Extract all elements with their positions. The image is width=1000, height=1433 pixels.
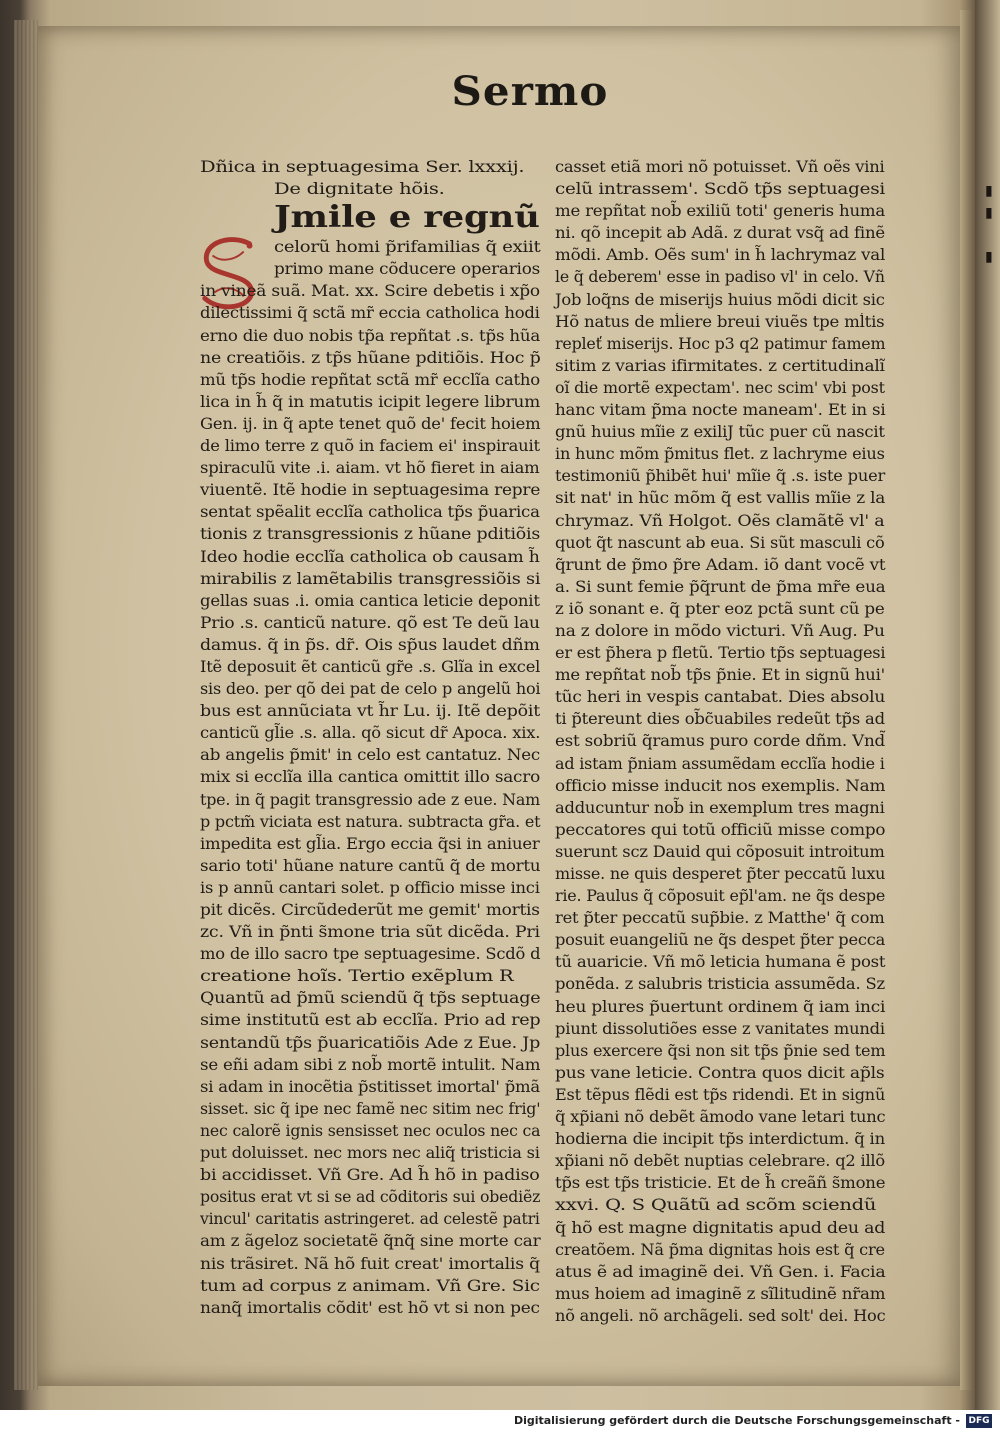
adjacent-page-marks: ▮ ▮ ▮: [985, 183, 993, 265]
left-column: [200, 156, 540, 1319]
text-line: celorũ homi p̃rifamilias q̃ exiit: [274, 238, 541, 257]
section-subheader: De dignitate hõis.: [274, 180, 445, 199]
text-line: officio misse inducit nos exemplis. Nam: [555, 776, 886, 795]
text-line: oĩ die mortẽ expectam'. nec scim' vbi post: [555, 378, 885, 397]
left-text-lines: [200, 236, 540, 1319]
page-stack-left: [14, 20, 38, 1390]
text-line: sitim z varias ifirmitates. z certitudinalĩ: [555, 356, 885, 375]
text-line: mo de illo sacro tpe septuagesime. Scdõ d: [200, 945, 541, 964]
text-line: in hunc mõm p̃mitus flet. z lachryme eius: [555, 445, 885, 464]
text-line: ne creatiõis. z tp̃s hũane pditiõis. Hoc p̃: [200, 348, 541, 367]
text-line: adducuntur nob̃ in exemplum tres magni: [555, 798, 885, 817]
text-line: mirabilis z lamẽtabilis transgressiõis si: [200, 569, 541, 588]
text-line: mus hoiem ad imaginẽ z sĩlitudinẽ nr̃am: [555, 1284, 886, 1303]
text-line: q̃ hõ est magne dignitatis apud deu ad: [555, 1218, 886, 1237]
opening-words: Jmile e regnũ: [274, 200, 540, 236]
text-line: Hõ natus de mĺiere breui viuẽs tpe mĺtis: [555, 312, 885, 331]
text-line: am z ãgeloz societatẽ q̃nq̃ sine morte car: [200, 1232, 541, 1251]
text-line: put doluisset. nec mors nec aliq̃ tristicia si: [200, 1144, 540, 1163]
text-line: sario toti' hũane nature cantũ q̃ de mortu: [200, 856, 541, 875]
text-line: plus exercere q̃si non sit tp̃s p̃nie sed tem: [555, 1041, 886, 1060]
text-line: quot q̃t nascunt ab eua. Si sũt masculi cõ: [555, 533, 885, 552]
text-line: vincul' caritatis astringeret. ad celestẽ patri: [200, 1210, 540, 1229]
text-line: primo mane cõducere operarios: [274, 260, 540, 279]
text-line: p pctm̃ viciata est natura. subtracta gr̃a. et: [200, 812, 541, 831]
text-line: xp̃iani nõ debẽt nuptias celebrare. q2 illõ: [555, 1152, 885, 1171]
text-line: sis deo. per qõ dei pat de celo p angelũ hoi: [200, 680, 541, 699]
text-line: repleť miserijs. Hoc p3 q2 patimur famem: [555, 334, 886, 353]
text-line: nanq̃ imortalis cõdit' est hõ vt si non pec: [200, 1298, 540, 1317]
text-line: sisset. sic q̃ ipe nec famẽ nec sitim nec frig': [200, 1099, 541, 1118]
text-line: Ideo hodie ecclĩa catholica ob causam h̃: [200, 547, 540, 566]
text-line: bus est annũciata vt h̃r Lu. ij. Itẽ depõit: [200, 702, 540, 721]
text-line: atus ẽ ad imaginẽ dei. Vñ Gen. i. Facia: [555, 1262, 886, 1281]
text-line: creatõem. Nã p̃ma dignitas hois est q̃ cre: [555, 1240, 885, 1259]
text-line: gnũ huius mĩie z exiliJ tũc puer cũ nascit: [555, 423, 885, 442]
text-line: tum ad corpus z animam. Vñ Gre. Sic: [200, 1276, 540, 1295]
text-line: Job loq̃ns de miserijs huius mõdi dicit sic: [555, 290, 885, 309]
text-line: Est tẽpus flẽdi est tp̃s ridendi. Et in signũ: [555, 1085, 886, 1104]
page-fold-right: [960, 10, 974, 1390]
text-line: ab angelis p̃mit' in celo est cantatuz. Nec: [200, 746, 541, 765]
text-line: tp̃s est tp̃s tristicie. Et de h̃ creãñ s̃mone: [555, 1174, 886, 1193]
text-line: spiraculũ vite .i. aiam. vt hõ fieret in aiam: [200, 459, 540, 478]
text-line: q̃ xp̃iani nõ debẽt ãmodo vane letari tunc: [555, 1108, 886, 1127]
text-line: mũ tp̃s hodie repñtat sctã mr̃ ecclĩa catho: [200, 370, 540, 389]
text-line: a. Si sunt femie p̃q̃runt de p̃ma mr̃e eua: [555, 577, 886, 596]
text-line: viuentẽ. Itẽ hodie in septuagesima repre: [200, 481, 541, 500]
text-line: de limo terre z quõ in faciem ei' inspirauit: [200, 437, 540, 456]
text-line: tũ auaricie. Vñ mõ leticia humana ẽ post: [555, 953, 886, 972]
text-line: nis trãsiret. Nã hõ fuit creat' imortalis q̃: [200, 1254, 540, 1273]
text-line: pit dicẽs. Circũdederũt me gemit' mortis: [200, 901, 540, 919]
text-line: mõdi. Amb. Oẽs sum' in h̃ lachrymaz val: [555, 246, 886, 265]
text-line: testimoniũ p̃hibẽt hui' mĩie q̃ .s. iste puer: [555, 467, 886, 486]
text-line: sime institutũ est ab ecclĩa. Prio ad rep: [200, 1011, 541, 1030]
text-line: ni. qõ incepit ab Adã. z durat vsq̃ ad finẽ: [555, 224, 885, 243]
section-header: Dñica in septuagesima Ser. lxxxij.: [200, 158, 525, 176]
text-line: pus vane leticie. Contra quos dicit ap̃ls: [555, 1063, 885, 1082]
dfg-logo-icon: DFG: [966, 1414, 992, 1428]
text-line: positus erat vt si se ad cõditoris sui obediẽz: [200, 1188, 541, 1207]
text-line: damus. q̃ in p̃s. dr̃. Ois sp̃us laudet dñm: [200, 635, 540, 654]
text-line: ponẽda. z salubris tristicia assumẽda. Sz: [555, 975, 885, 994]
text-line: si adam in inocẽtia p̃stitisset imortal' p̃mã: [200, 1077, 540, 1096]
running-heading: Sermo: [451, 68, 609, 115]
text-line: sentandũ tp̃s p̃uaricatiõis Ade z Eue. Jp: [200, 1033, 541, 1052]
text-line: sit nat' in hũc mõm q̃ est vallis mĩie z la: [555, 489, 886, 508]
text-line: le q̃ deberem' esse in padiso vl' in celo. Vñ: [555, 268, 885, 287]
text-line: nec calorẽ ignis sensisset nec oculos nec ca: [200, 1121, 541, 1140]
text-line: Gen. ij. in q̃ apte tenet quõ de' fecit hoiem: [200, 414, 541, 433]
text-line: tũc heri in vespis cantabat. Dies absolu: [555, 688, 886, 707]
text-line: piunt dissolutiões esse z vanitates mundi: [555, 1019, 885, 1038]
text-line: lica in h̃ q̃ in matutis icipit legere librum: [200, 392, 541, 411]
text-line: erno die duo nobis tp̃a repñtat .s. tp̃s hũa: [200, 326, 541, 345]
text-line: z iõ sonant e. q̃ pter eoz pctã sunt cũ pe: [555, 599, 885, 618]
text-line: rie. Paulus q̃ cõposuit ep̃l'am. ne q̃s despe: [555, 887, 886, 906]
funding-credit: Digitalisierung gefördert durch die Deutsche Forschungsgemeinschaft -: [513, 1414, 960, 1427]
text-line: tionis z transgressionis z hũane pditiõis: [200, 525, 541, 544]
text-line: zc. Vñ in p̃nti s̃mone tria sũt dicẽda. Pri: [200, 923, 540, 942]
text-line: ad istam p̃niam assumẽdam ecclĩa hodie i: [555, 754, 885, 773]
text-line: misse. ne quis desperet p̃ter peccatũ luxu: [555, 865, 886, 883]
text-line: heu plures p̃uertunt ordinem q̃ iam inci: [555, 997, 886, 1016]
text-line: xxvi. Q. S Quãtũ ad scõm sciendũ: [555, 1196, 877, 1215]
text-line: chrymaz. Vñ Holgot. Oẽs clamãtẽ vl' a: [555, 511, 885, 530]
text-line: me repñtat nob̃ tp̃s p̃nie. Et in signũ hui': [555, 666, 885, 685]
text-line: in vineã suã. Mat. xx. Scire debetis i xp̃o: [200, 282, 540, 301]
text-line: Prio .s. canticũ nature. qõ est Te deũ lau: [200, 613, 540, 632]
text-line: celũ intrassem'. Scdõ tp̃s septuagesi: [555, 180, 885, 199]
text-line: est sobriũ q̃ramus puro corde dñm. Vnd̃: [555, 732, 885, 751]
text-line: Quantũ ad p̃mũ sciendũ q̃ tp̃s septuage: [200, 989, 541, 1008]
text-line: hanc vitam p̃ma nocte maneam'. Et in si: [555, 401, 886, 420]
text-line: ti p̃tereunt dies ob̃c̃uabiles redeũt tp̃s ad: [555, 710, 885, 729]
opening-block: [200, 200, 540, 236]
text-line: casset etiã mori nõ potuisset. Vñ oẽs vini: [555, 158, 885, 176]
text-line: nõ angeli. nõ archãgeli. sed solt' dei. Hoc: [555, 1306, 886, 1325]
text-line: na z dolore in mõdo victuri. Vñ Aug. Pu: [555, 621, 885, 640]
text-line: sentat spẽalit ecclĩa catholica tp̃s p̃uarica: [200, 503, 540, 522]
text-line: bi accidisset. Vñ Gre. Ad h̃ hõ in padiso: [200, 1166, 540, 1185]
text-line: dilectissimi q̃ sctã mr̃ eccia catholica hodi: [200, 304, 540, 323]
text-line: ret p̃ter peccatũ sup̃bie. z Matthe' q̃ com: [555, 909, 885, 928]
text-line: q̃runt de p̃mo p̃re Adam. iõ dant vocẽ vt: [555, 555, 886, 574]
text-line: mix si ecclĩa illa cantica omittit illo sacro: [200, 768, 541, 787]
text-line: tpe. in q̃ pagit transgressio ade z eue. Nam: [200, 790, 541, 809]
text-line: Itẽ deposuit ẽt canticũ gr̃e .s. Glĩa in excel: [200, 657, 541, 676]
text-line: gellas suas .i. omia cantica leticie deponit: [200, 591, 540, 610]
text-line: er est p̃hera p fletũ. Tertio tp̃s septuagesi: [555, 644, 886, 663]
text-line: canticũ gl̃ie .s. alla. qõ sicut dr̃ Apoca. xix.: [200, 724, 541, 743]
text-line: is p annũ cantari solet. p officio misse inci: [200, 878, 540, 897]
right-column: [555, 156, 885, 1327]
text-line: peccatores qui totũ officiũ misse compo: [555, 820, 886, 839]
text-line: impedita est gl̃ia. Ergo eccia q̃si in aniuer: [200, 834, 540, 853]
text-line: me repñtat nob̃ exiliũ toti' generis huma: [555, 202, 886, 221]
text-line: posuit euangeliũ ne q̃s despet p̃ter pecca: [555, 931, 886, 950]
text-line: creatione hoĩs. Tertio exẽplum R: [200, 967, 514, 986]
text-line: hodierna die incipit tp̃s interdictum. q̃ in: [555, 1130, 885, 1149]
text-line: suerunt scz Dauid qui cõposuit introitum: [555, 842, 885, 861]
text-line: se eñi adam sibi z nob̃ mortẽ intulit. Nam: [200, 1055, 541, 1074]
